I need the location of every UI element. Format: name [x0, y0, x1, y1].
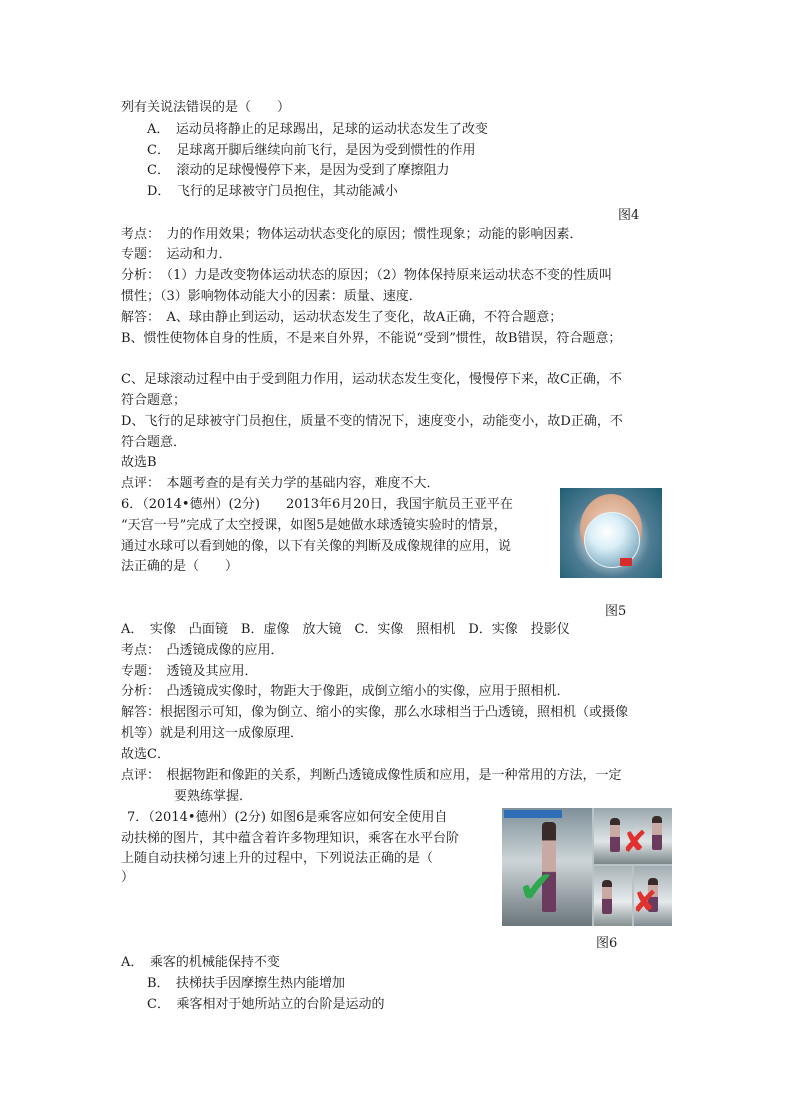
passenger-figure-3: [652, 816, 662, 850]
option-d: D． 飞行的足球被守门员抱住，其动能减小: [147, 184, 398, 199]
q7-stem-line-1: 7．（2014•德州）(2分) 如图6是乘客应如何安全使用自: [127, 810, 448, 825]
answer-line-1: 解答： A、球由静止到运动，运动状态发生了变化，故A正确，不符合题意；: [121, 310, 563, 325]
passenger-figure-4: [602, 880, 612, 914]
answer-line-3: C、足球滚动过程中由于受到阻力作用，运动状态发生变化，慢慢停下来，故C正确，不: [121, 372, 622, 387]
q7-option-b: B． 扶梯扶手因摩擦生热内能增加: [147, 976, 346, 991]
figure-5-label: 图5: [605, 604, 627, 619]
q7-option-a: A． 乘客的机械能保持不变: [121, 955, 280, 970]
q6-answer-line-2: 机等）就是利用这一成像原理．: [121, 726, 304, 741]
answer-line-2: B、惯性使物体自身的性质，不是来自外界，不能说“受到”惯性，故B错误，符合题意；: [121, 331, 622, 346]
analysis-line-1: 分析： （1）力是改变物体运动状态的原因；（2）物体保持原来运动状态不变的性质叫: [121, 268, 613, 283]
figure-6-label: 图6: [596, 936, 618, 951]
answer-line-4: 符合题意；: [121, 393, 187, 408]
q6-stem-line-1: 6．（2014•德州）(2分) 2013年6月20日，我国宇航员王亚平在: [121, 497, 513, 512]
q6-options: A． 实像 凸面镜 B．虚像 放大镜 C．实像 照相机 D．实像 投影仪: [121, 622, 570, 637]
check-mark-icon: ✔: [518, 862, 555, 913]
q7-stem-line-3: 上随自动扶梯匀速上升的过程中，下列说法正确的是（: [121, 851, 434, 866]
q6-choice-result: 故选C．: [121, 747, 170, 762]
banner-strip: [504, 810, 562, 818]
q6-comment-line-2: 要熟练掌握．: [174, 789, 253, 804]
figure-4-label: 图4: [618, 208, 640, 223]
comment: 点评： 本题考查的是有关力学的基础内容，难度不大．: [121, 476, 440, 491]
figure-5-photo: [560, 488, 662, 578]
q6-analysis: 分析： 凸透镜成实像时，物距大于像距，成倒立缩小的实像，应用于照相机．: [121, 684, 570, 699]
q7-stem-line-2: 动扶梯的图片，其中蕴含着许多物理知识，乘客在水平台阶: [121, 831, 460, 846]
figure-6-photo: [502, 808, 672, 926]
option-c: C． 滚动的足球慢慢停下来，是因为受到了摩擦阻力: [147, 163, 450, 178]
q6-stem-line-3: 通过水球可以看到她的像，以下有关像的判断及成像规律的应用，说: [121, 539, 512, 554]
analysis-line-2: 惯性；（3）影响物体动能大小的因素：质量、速度．: [121, 289, 422, 304]
q7-stem-line-4: ）: [121, 870, 135, 885]
q6-stem-line-4: 法正确的是（ ）: [121, 559, 239, 574]
answer-line-5: D、飞行的足球被守门员抱住，质量不变的情况下，速度变小，动能变小，故D正确，不: [121, 414, 623, 429]
flag-patch: [620, 558, 632, 566]
choice-result: 故选B: [121, 455, 157, 470]
passenger-figure-2: [610, 818, 620, 852]
option-a: A． 运动员将静止的足球踢出，足球的运动状态发生了改变: [147, 122, 488, 137]
exam-point: 考点： 力的作用效果；物体运动状态变化的原因；惯性现象；动能的影响因素．: [121, 227, 583, 242]
q6-topic: 专题： 透镜及其应用．: [121, 664, 258, 679]
cross-mark-icon: ✘: [632, 885, 658, 920]
option-b: C． 足球离开脚后继续向前飞行，是因为受到惯性的作用: [147, 143, 476, 158]
topic: 专题： 运动和力．: [121, 247, 232, 262]
cross-mark-icon: ✘: [622, 825, 648, 860]
escalator-wrong-pane-2: [594, 866, 632, 926]
q6-comment-line-1: 点评： 根据物距和像距的关系，判断凸透镜成像性质和应用，是一种常用的方法，一定: [121, 768, 622, 783]
q6-exam-point: 考点： 凸透镜成像的应用．: [121, 643, 284, 658]
q6-answer-line-1: 解答：根据图示可知，像为倒立、缩小的实像，那么水球相当于凸透镜，照相机（或摄像: [121, 705, 629, 720]
question-stem-tail: 列有关说法错误的是（ ）: [121, 100, 291, 115]
q7-option-c: C． 乘客相对于她所站立的台阶是运动的: [147, 997, 385, 1012]
answer-line-6: 符合题意．: [121, 435, 187, 450]
q6-stem-line-2: “天宫一号”完成了太空授课，如图5是她做水球透镜实验时的情景，: [121, 518, 507, 533]
